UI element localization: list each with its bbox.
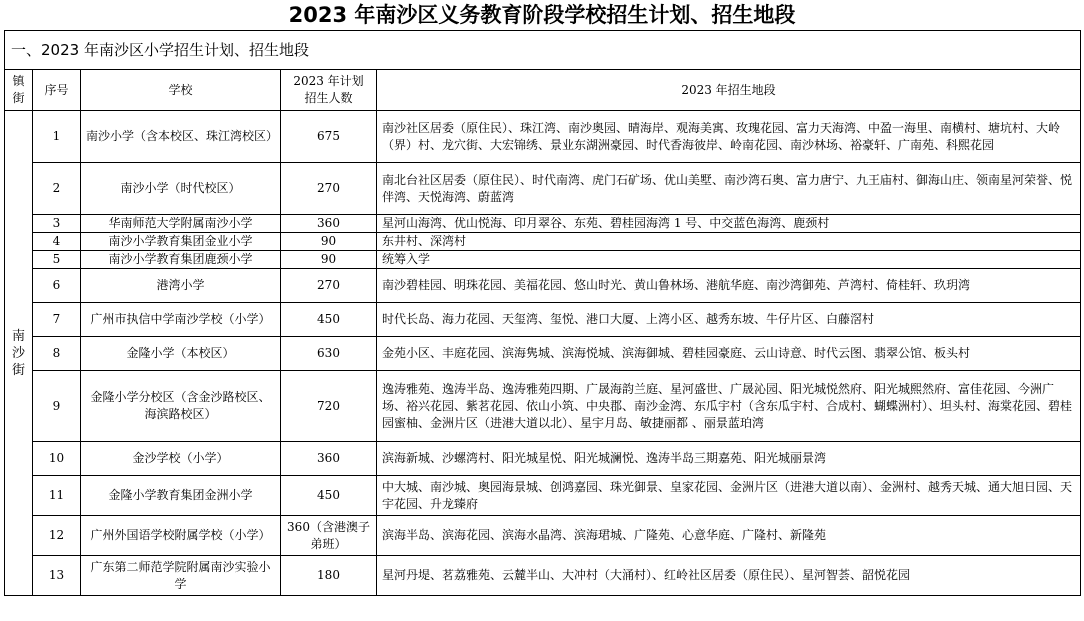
enrollment-zone: 星河丹堤、茗荔雅苑、云麓半山、大冲村（大涌村）、红岭社区居委（原住民）、星河智荟、韶悦花园	[377, 556, 1081, 596]
town-cell	[5, 111, 33, 596]
header-seq: 序号	[33, 70, 81, 111]
enrollment-count: 180	[281, 556, 377, 596]
school-name: 广东第二师范学院附属南沙实验小学	[81, 556, 281, 596]
enrollment-count: 360	[281, 442, 377, 476]
header-count-line1: 2023 年计划	[293, 74, 364, 88]
table-row	[5, 516, 1081, 556]
header-school: 学校	[81, 70, 281, 111]
row-number: 11	[33, 476, 81, 516]
table-row	[5, 111, 1081, 163]
table-row	[5, 233, 1081, 251]
town-char: 沙	[11, 345, 25, 361]
school-name: 金隆小学（本校区）	[81, 337, 281, 371]
table-row	[5, 371, 1081, 442]
table-row	[5, 215, 1081, 233]
school-name: 南沙小学教育集团鹿颈小学	[81, 251, 281, 269]
enrollment-zone: 滨海半岛、滨海花园、滨海水晶湾、滨海珺城、广隆苑、心意华庭、广隆村、新隆苑	[377, 516, 1081, 556]
enrollment-zone: 时代长岛、海力花园、天玺湾、玺悦、港口大厦、上湾小区、越秀东坡、牛仔片区、白藤滘村	[377, 303, 1081, 337]
enrollment-zone: 东井村、深湾村	[377, 233, 1081, 251]
enrollment-count: 90	[281, 251, 377, 269]
enrollment-zone: 星河山海湾、优山悦海、印月翠谷、东苑、碧桂园海湾 1 号、中交蓝色海湾、鹿颈村	[377, 215, 1081, 233]
enrollment-zone: 南北台社区居委（原住民）、时代南湾、虎门石矿场、优山美墅、南沙湾石奥、富力唐宁、九王庙村、御海山庄、领南星河荣誉、悦伴湾、天悦海湾、蔚蓝湾	[377, 163, 1081, 215]
enrollment-zone: 逸涛雅苑、逸涛半岛、逸涛雅苑四期、广晟海韵兰庭、星河盛世、广晟沁园、阳光城悦然府、阳光城熙然府、富佳花园、今洲广场、裕兴花园、紫茗花园、依山小筑、中央郡、南沙金湾、东瓜宇村（含东瓜宇村、合成村、蝴蝶洲村）、坦头村、海棠花园、碧桂园蜜柚、金洲片区（进港大道以北）、星宇月岛、敏捷丽都 、丽景蓝珀湾	[377, 371, 1081, 442]
enrollment-count: 630	[281, 337, 377, 371]
section-title: 一、2023 年南沙区小学招生计划、招生地段	[5, 31, 1081, 70]
table-row	[5, 476, 1081, 516]
document-title: 2023 年南沙区义务教育阶段学校招生计划、招生地段	[288, 3, 796, 27]
enrollment-count: 360	[281, 215, 377, 233]
enrollment-zone: 统筹入学	[377, 251, 1081, 269]
table-row	[5, 303, 1081, 337]
town-char: 南	[11, 328, 25, 344]
header-row	[5, 70, 1081, 111]
enrollment-count: 90	[281, 233, 377, 251]
row-number: 3	[33, 215, 81, 233]
school-name: 港湾小学	[81, 269, 281, 303]
table-row	[5, 269, 1081, 303]
row-number: 4	[33, 233, 81, 251]
school-name: 南沙小学教育集团金业小学	[81, 233, 281, 251]
enrollment-zone: 南沙社区居委（原住民）、珠江湾、南沙奥园、晴海岸、观海美寓、玫瑰花园、富力天海湾、中盈一海里、南横村、塘坑村、大岭（界）村、龙穴街、大宏锦绣、景业东湖洲豪园、时代香海彼岸、岭南花园、南沙林场、裕豪轩、广南苑、科熙花园	[377, 111, 1081, 163]
table-row	[5, 442, 1081, 476]
header-town-char: 街	[12, 91, 25, 105]
enrollment-zone: 中大城、南沙城、奥园海景城、创鸿嘉园、珠光御景、皇家花园、金洲片区（进港大道以南）、金洲村、越秀天城、通大旭日园、天宇花园、升龙臻府	[377, 476, 1081, 516]
row-number: 10	[33, 442, 81, 476]
row-number: 13	[33, 556, 81, 596]
rows-body	[5, 111, 1081, 596]
enrollment-count: 270	[281, 163, 377, 215]
enrollment-zone: 南沙碧桂园、明珠花园、美福花园、悠山时光、黄山鲁林场、港航华庭、南沙湾御苑、芦湾村、倚桂轩、玖玥湾	[377, 269, 1081, 303]
school-name: 金隆小学分校区（含金沙路校区、海滨路校区）	[81, 371, 281, 442]
row-number: 7	[33, 303, 81, 337]
enrollment-count: 450	[281, 303, 377, 337]
school-name: 南沙小学（时代校区）	[81, 163, 281, 215]
town-char: 街	[11, 362, 25, 378]
row-number: 2	[33, 163, 81, 215]
header-zone: 2023 年招生地段	[377, 70, 1081, 111]
header-town-char: 镇	[12, 74, 25, 88]
enrollment-count: 360（含港澳子弟班）	[281, 516, 377, 556]
table-row	[5, 251, 1081, 269]
enrollment-count: 450	[281, 476, 377, 516]
school-name: 金隆小学教育集团金洲小学	[81, 476, 281, 516]
school-name: 广州外国语学校附属学校（小学）	[81, 516, 281, 556]
row-number: 8	[33, 337, 81, 371]
school-name: 广州市执信中学南沙学校（小学）	[81, 303, 281, 337]
row-number: 5	[33, 251, 81, 269]
table-row	[5, 556, 1081, 596]
row-number: 12	[33, 516, 81, 556]
school-name: 金沙学校（小学）	[81, 442, 281, 476]
school-name: 华南师范大学附属南沙小学	[81, 215, 281, 233]
enrollment-table	[4, 30, 1081, 596]
enrollment-zone: 滨海新城、沙螺湾村、阳光城星悦、阳光城澜悦、逸涛半岛三期嘉苑、阳光城丽景湾	[377, 442, 1081, 476]
header-count	[281, 70, 377, 111]
enrollment-count: 720	[281, 371, 377, 442]
school-name: 南沙小学（含本校区、珠江湾校区）	[81, 111, 281, 163]
section-row	[5, 31, 1081, 70]
row-number: 6	[33, 269, 81, 303]
header-town	[5, 70, 33, 111]
table-row	[5, 337, 1081, 371]
enrollment-count: 270	[281, 269, 377, 303]
enrollment-count: 675	[281, 111, 377, 163]
header-count-line2: 招生人数	[304, 91, 353, 105]
row-number: 1	[33, 111, 81, 163]
enrollment-zone: 金苑小区、丰庭花园、滨海隽城、滨海悦城、滨海御城、碧桂园豪庭、云山诗意、时代云图、翡翠公馆、板头村	[377, 337, 1081, 371]
row-number: 9	[33, 371, 81, 442]
table-row	[5, 163, 1081, 215]
